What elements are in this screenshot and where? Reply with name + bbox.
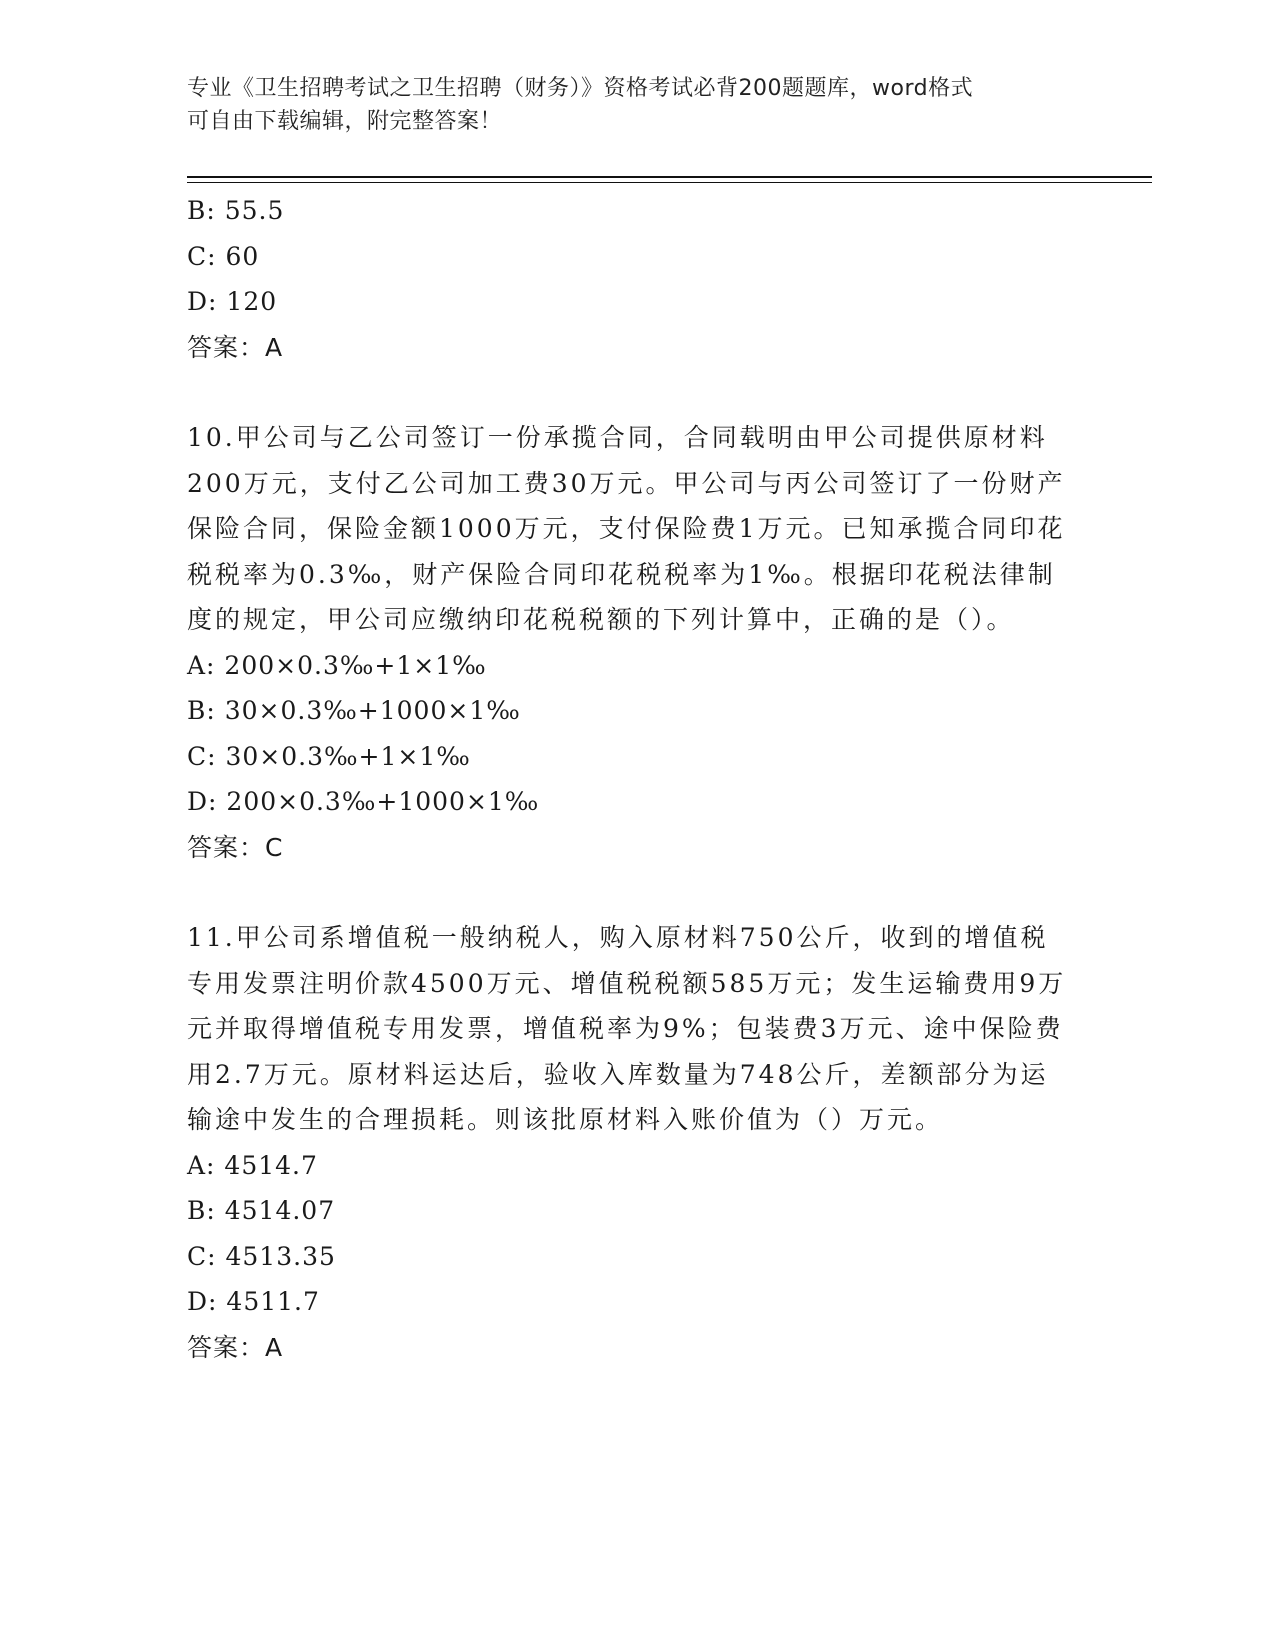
option-c: C: 4513.35 bbox=[187, 1241, 336, 1271]
question-10-block bbox=[187, 415, 1087, 870]
option-a: A: 4514.7 bbox=[187, 1150, 318, 1180]
answer-line: 答案：A bbox=[187, 332, 284, 362]
option-b: B: 4514.07 bbox=[187, 1196, 336, 1225]
question-11-block bbox=[187, 915, 1087, 1370]
option-d: D: 120 bbox=[187, 287, 278, 316]
question-text: 10.甲公司与乙公司签订一份承揽合同，合同载明由甲公司提供原材料200万元，支付乙公司加工费30万元。甲公司与丙公司签订了一份财产保险合同，保险金额1000万元，支付保险费1万元。已知承揽合同印花税税率为0.3‰，财产保险合同印花税税率为1‰。根据印花税法律制度的规定，甲公司应缴纳印花税税额的下列计算中，正确的是（）。 bbox=[187, 423, 1066, 634]
document-header bbox=[187, 72, 1067, 138]
option-d: D: 200×0.3‰+1000×1‰ bbox=[187, 787, 540, 816]
document-body bbox=[187, 188, 1087, 1370]
header-line-2: 可自由下载编辑，附完整答案！ bbox=[187, 109, 503, 134]
header-divider-thick bbox=[187, 176, 1152, 178]
prev-question-block bbox=[187, 188, 1087, 370]
answer-line: 答案：C bbox=[187, 832, 284, 862]
answer-line: 答案：A bbox=[187, 1332, 284, 1362]
option-b: B: 55.5 bbox=[187, 196, 285, 225]
header-line-1: 专业《卫生招聘考试之卫生招聘（财务）》资格考试必背200题题库，word格式 bbox=[187, 76, 974, 101]
header-divider-thin bbox=[187, 182, 1152, 183]
question-text: 11.甲公司系增值税一般纳税人，购入原材料750公斤，收到的增值税专用发票注明价款4500万元、增值税税额585万元；发生运输费用9万元并取得增值税专用发票，增值税率为9%；包装费3万元、途中保险费用2.7万元。原材料运达后，验收入库数量为748公斤，差额部分为运输途中发生的合理损耗。则该批原材料入账价值为（）万元。 bbox=[187, 923, 1067, 1134]
option-d: D: 4511.7 bbox=[187, 1287, 320, 1316]
option-a: A: 200×0.3‰+1×1‰ bbox=[187, 650, 487, 680]
option-c: C: 60 bbox=[187, 241, 260, 271]
option-b: B: 30×0.3‰+1000×1‰ bbox=[187, 696, 521, 725]
option-c: C: 30×0.3‰+1×1‰ bbox=[187, 741, 471, 771]
